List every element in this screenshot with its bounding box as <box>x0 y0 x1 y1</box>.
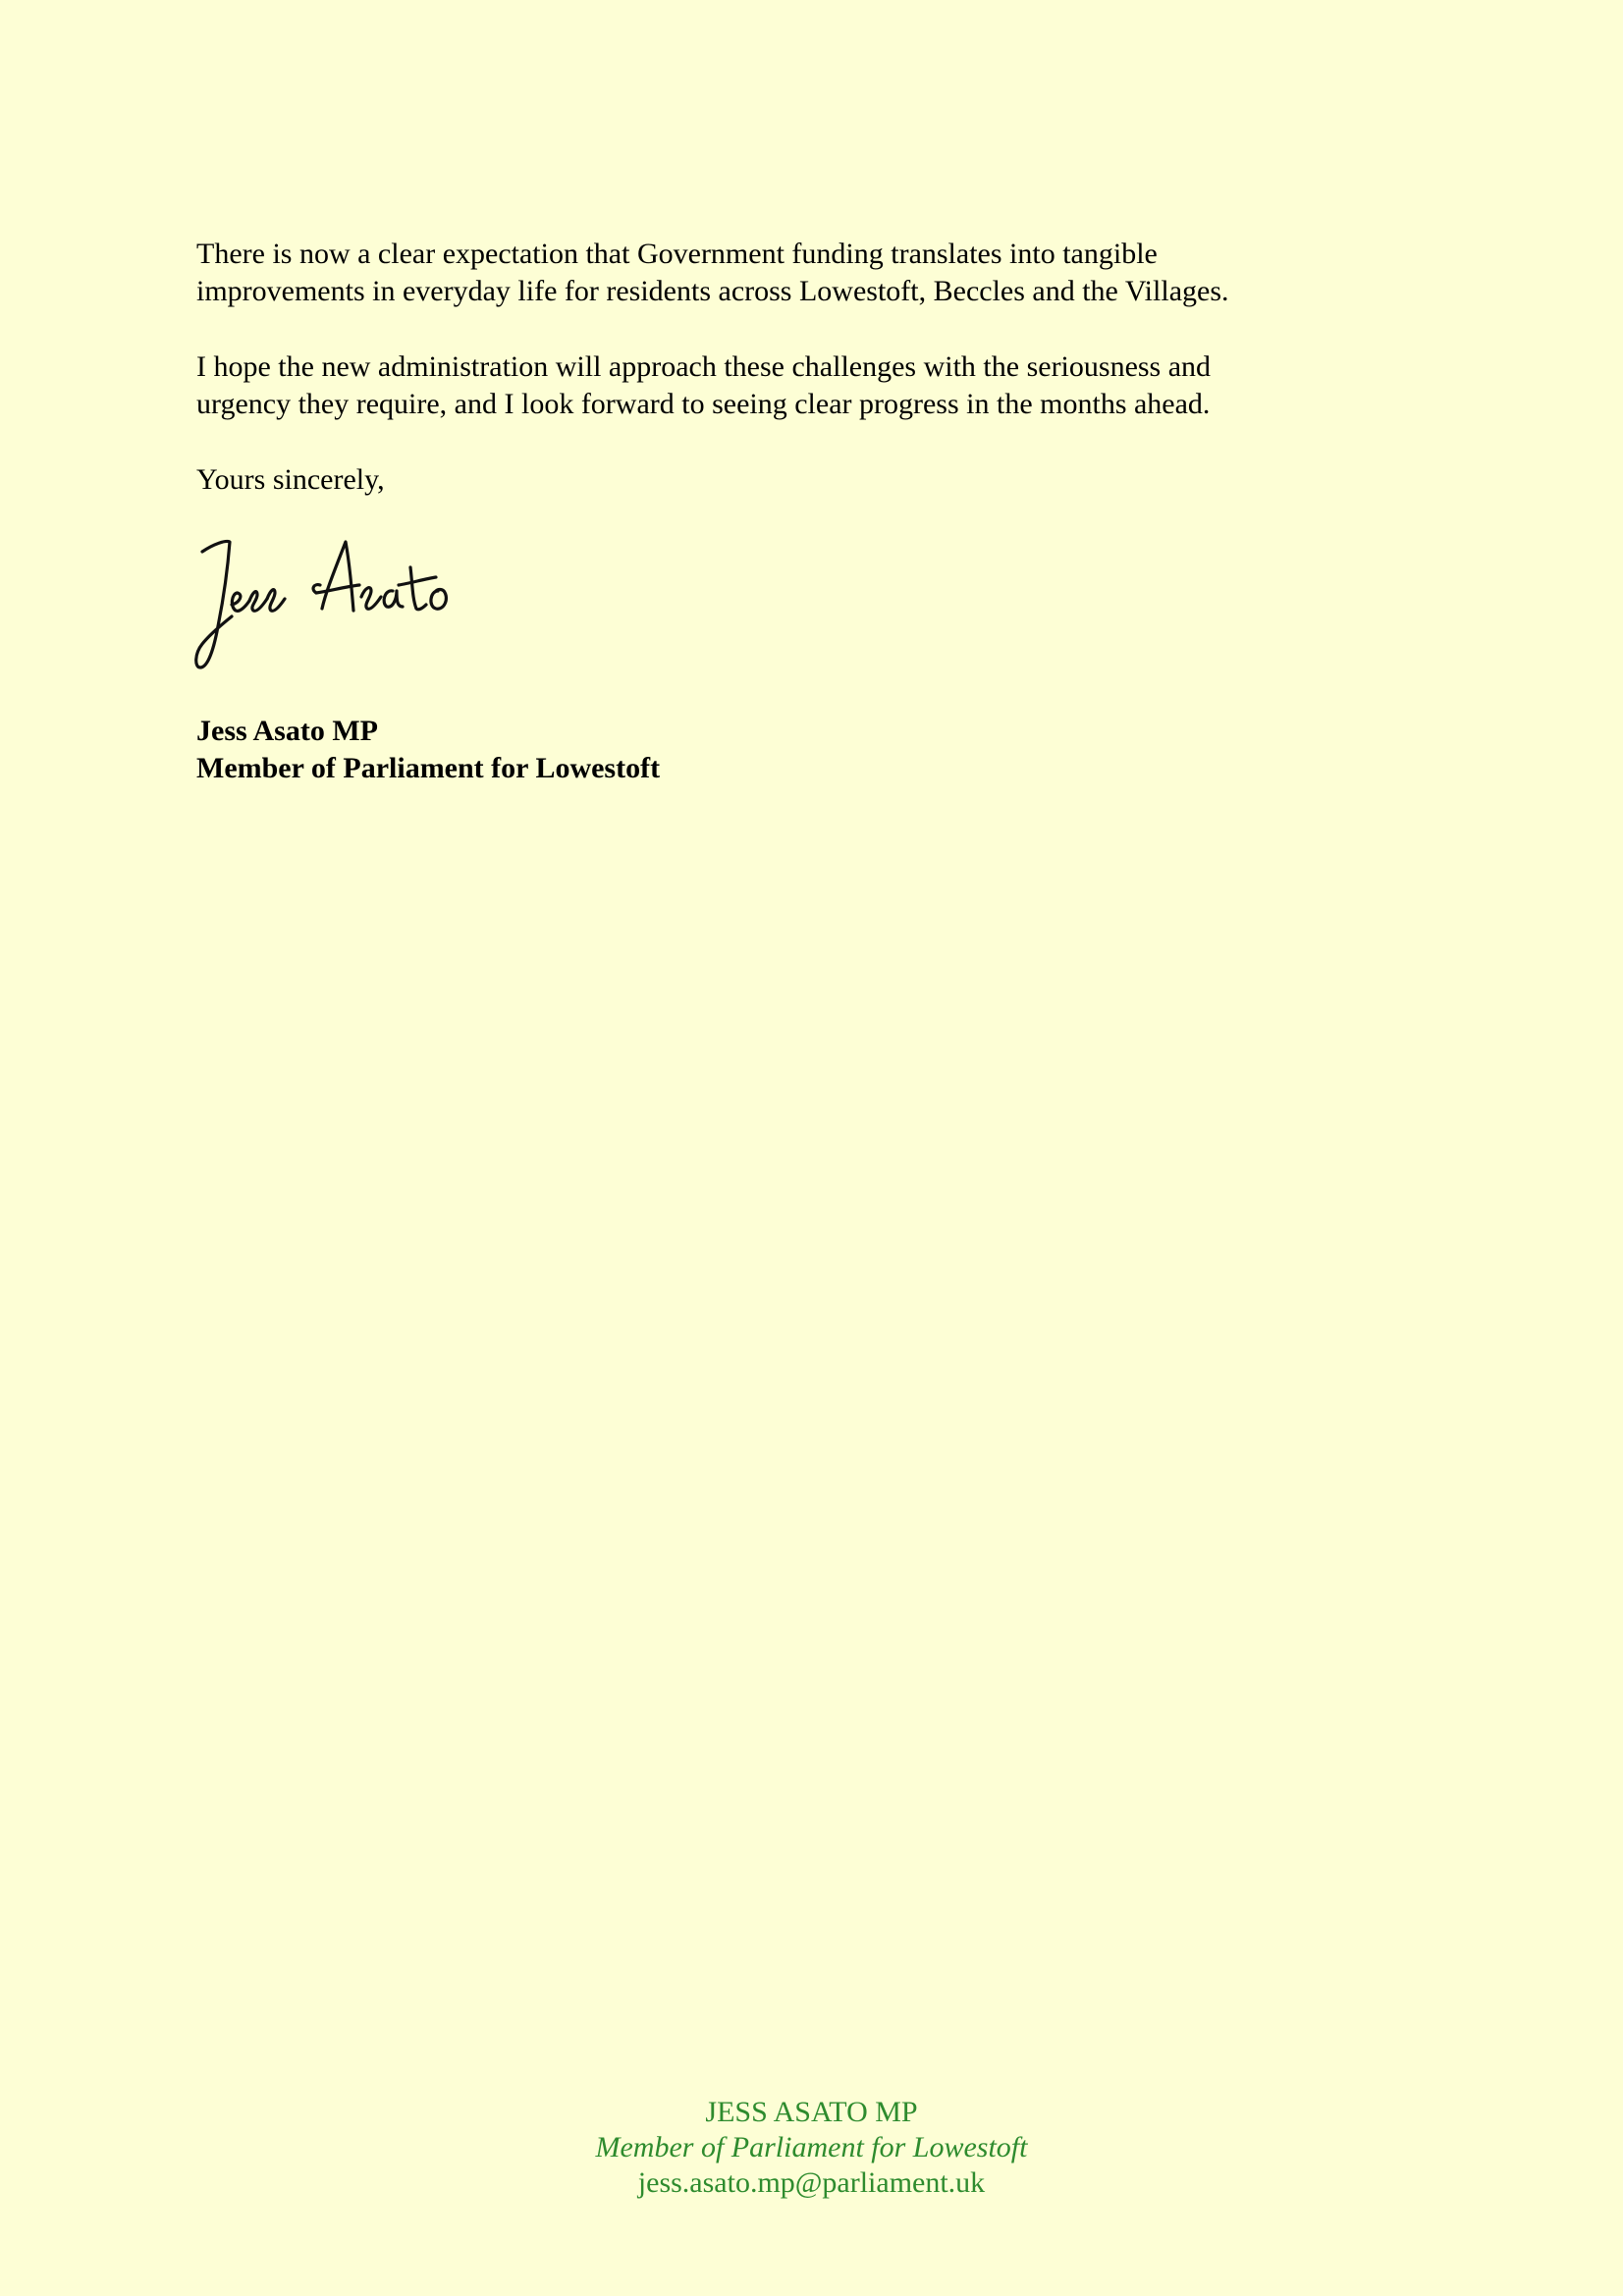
paragraph-line: improvements in everyday life for residents across Lowestoft, Beccles and the Villages. <box>196 275 1229 307</box>
paragraph-line: There is now a clear expectation that Government funding translates into tangible <box>196 238 1158 270</box>
footer-email: jess.asato.mp@parliament.uk <box>637 2166 986 2199</box>
paragraph-line: urgency they require, and I look forward to seeing clear progress in the months ahead. <box>196 388 1211 420</box>
footer-role: Member of Parliament for Lowestoft <box>595 2131 1028 2163</box>
paragraph-line: I hope the new administration will approach these challenges with the seriousness and <box>196 350 1212 383</box>
letter-body <box>196 236 1434 499</box>
closing-salutation: Yours sincerely, <box>196 463 385 496</box>
letterhead-footer <box>0 2095 1623 2201</box>
signatory-block <box>196 713 660 787</box>
footer-name: JESS ASATO MP <box>705 2096 918 2128</box>
signatory-role: Member of Parliament for Lowestoft <box>196 752 661 784</box>
paragraph-administration <box>196 348 1434 423</box>
signatory-name: Jess Asato MP <box>196 715 378 747</box>
paragraph-funding <box>196 236 1434 310</box>
handwritten-signature <box>192 528 507 685</box>
